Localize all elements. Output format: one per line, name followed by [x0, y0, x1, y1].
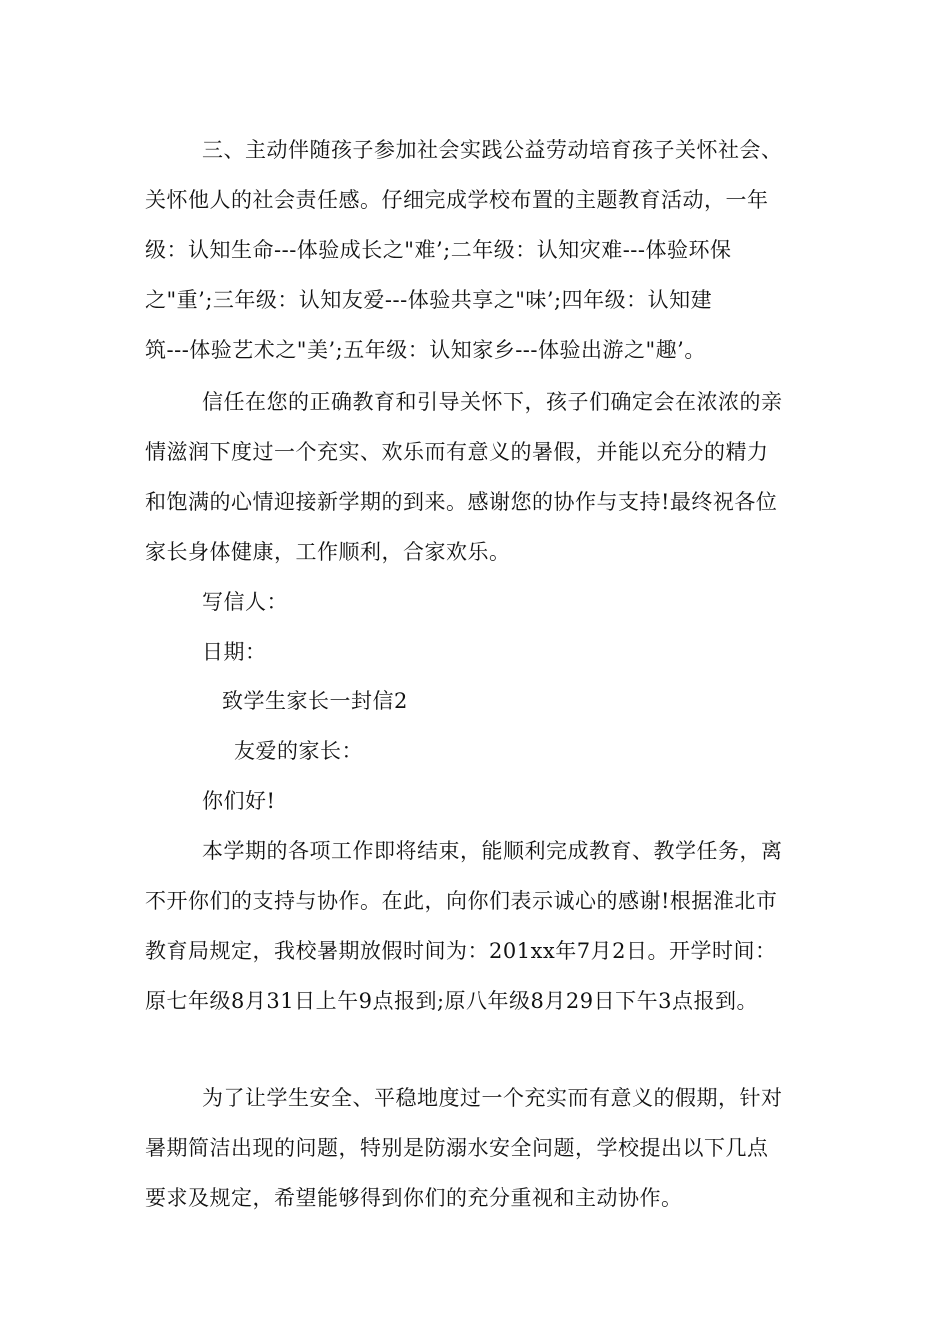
- paragraph-line: 和饱满的心情迎接新学期的到来。感谢您的协作与支持!最终祝各位: [145, 490, 778, 514]
- paragraph-line: 暑期简洁出现的问题，特别是防溺水安全问题，学校提出以下几点: [145, 1136, 769, 1160]
- paragraph-line: 关怀他人的社会责任感。仔细完成学校布置的主题教育活动，一年: [145, 188, 769, 212]
- paragraph-line: 要求及规定，希望能够得到你们的充分重视和主动协作。: [145, 1186, 683, 1210]
- paragraph-line: 家长身体健康，工作顺利，合家欢乐。: [145, 540, 511, 564]
- paragraph-line: 本学期的各项工作即将结束，能顺利完成教育、教学任务，离: [202, 839, 783, 863]
- greeting: 你们好!: [202, 789, 276, 813]
- salutation: 友爱的家长：: [234, 739, 363, 763]
- paragraph-line: 信任在您的正确教育和引导关怀下，孩子们确定会在浓浓的亲: [202, 390, 783, 414]
- paragraph-line: 情滋润下度过一个充实、欢乐而有意义的暑假，并能以充分的精力: [145, 440, 769, 464]
- date-label: 日期：: [202, 640, 267, 664]
- paragraph-line: 不开你们的支持与协作。在此，向你们表示诚心的感谢!根据淮北市: [145, 889, 778, 913]
- paragraph-line: 筑---体验艺术之"美’;五年级：认知家乡---体验出游之"趣’。: [145, 338, 706, 362]
- paragraph-line: 原七年级8月31日上午9点报到;原八年级8月29日下午3点报到。: [145, 989, 758, 1013]
- paragraph-line: 为了让学生安全、平稳地度过一个充实而有意义的假期，针对: [202, 1086, 783, 1110]
- writer-label: 写信人：: [202, 590, 288, 614]
- paragraph-line: 三、主动伴随孩子参加社会实践公益劳动培育孩子关怀社会、: [202, 138, 783, 162]
- paragraph-line: 教育局规定，我校暑期放假时间为：201xx年7月2日。开学时间：: [145, 939, 777, 963]
- paragraph-line: 级：认知生命---体验成长之"难’;二年级：认知灾难---体验环保: [145, 238, 732, 262]
- letter-title: 致学生家长一封信2: [222, 689, 408, 713]
- paragraph-line: 之"重’;三年级：认知友爱---体验共享之"味’;四年级：认知建: [145, 288, 713, 312]
